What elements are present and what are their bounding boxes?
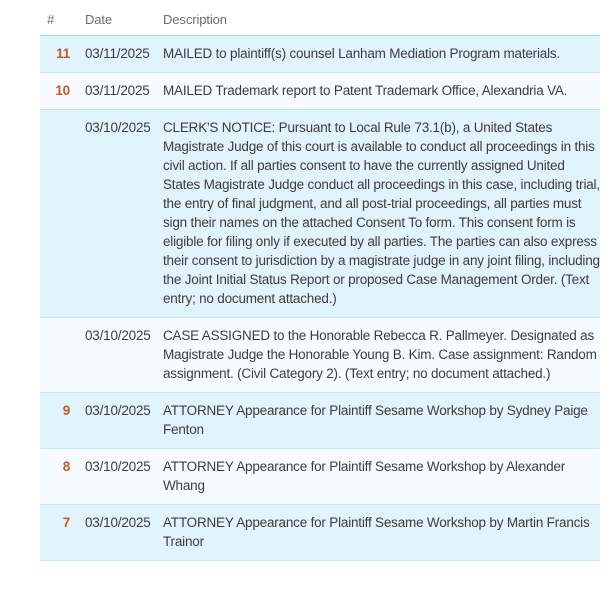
column-header-date: Date (85, 12, 113, 27)
docket-entry-number-link[interactable]: 10 (55, 83, 70, 98)
docket-entry-date: 03/10/2025 (85, 459, 151, 474)
docket-entry-date: 03/10/2025 (85, 515, 151, 530)
docket-entry-date: 03/11/2025 (85, 83, 150, 98)
docket-entry-number-link[interactable]: 8 (62, 459, 70, 474)
table-header-row (40, 0, 600, 36)
docket-entry-number-link (40, 118, 85, 308)
docket-row (40, 505, 600, 561)
docket-entry-date: 03/10/2025 (85, 120, 151, 135)
docket-entry-number-link[interactable]: 11 (56, 46, 70, 61)
docket-entry-date: 03/11/2025 (85, 46, 150, 61)
docket-entry-description: CLERK'S NOTICE: Pursuant to Local Rule 73.1(b), a United States Magistrate Judge of this court is available to conduct all proceedings in this civil action. If all parties consent to have the currently assigned United States Magistrate Judge conduct all proceedings in this case, including trial, the entry of final judgment, and all post-trial proceedings, all parties must sign their names on the attached Consent To form. This consent form is eligible for filing only if executed by all parties. The parties can also express their consent to jurisdiction by a magistrate judge in any joint filing, including the Joint Initial Status Report or proposed Case Management Order. (Text entry; no document attached.) (163, 120, 600, 306)
docket-entry-number-link (40, 326, 85, 383)
docket-entries-table (40, 0, 600, 561)
docket-row (40, 318, 600, 393)
docket-entry-description: ATTORNEY Appearance for Plaintiff Sesame Workshop by Martin Francis Trainor (163, 515, 590, 549)
docket-entry-description: ATTORNEY Appearance for Plaintiff Sesame Workshop by Sydney Paige Fenton (163, 403, 588, 437)
docket-row (40, 110, 600, 318)
docket-entry-date: 03/10/2025 (85, 328, 151, 343)
docket-entry-description: MAILED Trademark report to Patent Trademark Office, Alexandria VA. (163, 83, 568, 98)
docket-entry-number-link[interactable]: 9 (62, 403, 70, 418)
docket-rows (40, 36, 600, 561)
docket-entry-description: CASE ASSIGNED to the Honorable Rebecca R. Pallmeyer. Designated as Magistrate Judge the Honorable Young B. Kim. Case assignment: Random assignment. (Civil Category 2). (Text entry; no document attached.) (163, 328, 597, 381)
docket-row (40, 36, 600, 73)
docket-entry-date: 03/10/2025 (85, 403, 151, 418)
docket-row (40, 449, 600, 505)
column-header-number: # (47, 12, 55, 27)
docket-row (40, 73, 600, 110)
column-header-description: Description (163, 12, 227, 27)
docket-row (40, 393, 600, 449)
docket-entry-description: MAILED to plaintiff(s) counsel Lanham Mediation Program materials. (163, 46, 560, 61)
docket-entry-description: ATTORNEY Appearance for Plaintiff Sesame Workshop by Alexander Whang (163, 459, 566, 493)
docket-entry-number-link[interactable]: 7 (62, 515, 70, 530)
